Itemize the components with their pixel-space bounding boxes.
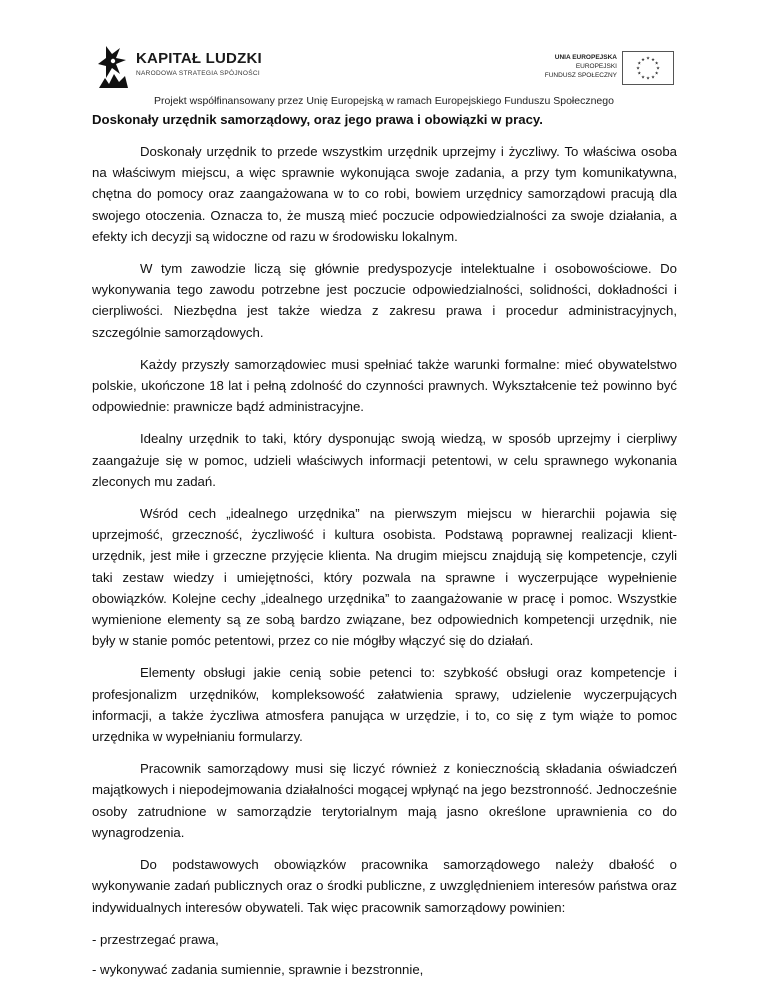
paragraph: Wśród cech „idealnego urzędnika” na pierwszym miejscu w hierarchii pojawia się uprzejmość, grzeczność, życzliwość i kultura osobista. Podstawą poprawnej realizacji klient-urzędnik, jest miłe i grzeczne przyjęcie klienta. Na drugim miejscu znajdują się kompetencje, czyli taki zestaw wiedzy i umiejętności, który pozwala na sprawne i wyczerpujące wypełnienie obowiązków. Kolejne cechy „idealnego urzędnika” to zaangażowanie w pracę i pomoc. Wszystkie wymienione elementy są ze sobą bardzo związane, bez odpowiednich kompetencji urzędnik, nie były w stanie pomóc petentowi, przez co nie mógłby włączyć się do działań.: [92, 506, 677, 649]
eu-efs-logo: [544, 51, 674, 89]
eu-star-icon: ★: [645, 75, 651, 81]
kapital-ludzki-subtitle: NARODOWA STRATEGIA SPÓJNOŚCI: [136, 70, 260, 77]
eu-star-icon: ★: [645, 55, 651, 61]
paragraph: Idealny urzędnik to taki, który dysponując swoją wiedzą, w sposób uprzejmy i cierpliwy zaangażuje się w pomoc, udzieli właściwych informacji petentowi, w celu sprawnego wykonania zleconych mu zadań.: [92, 431, 677, 489]
kapital-ludzki-title: KAPITAŁ LUDZKI: [136, 50, 262, 67]
eu-star-icon: ★: [640, 74, 646, 80]
list-item: - wykonywać zadania sumiennie, sprawnie i bezstronnie,: [92, 961, 424, 977]
project-cofinancing-line: Projekt współfinansowany przez Unię Europejską w ramach Europejskiego Funduszu Społecznego: [154, 95, 614, 107]
eu-flag-icon: [622, 51, 674, 85]
paragraph: Doskonały urzędnik to przede wszystkim urzędnik uprzejmy i życzliwy. To właściwa osoba na właściwym miejscu, a więc sprawnie wykonująca swoje zadania, a przy tym komunikatywna, chętna do pomocy oraz zaangażowana w to co robi, bowiem urzędnicy samorządowi pracują dla swojego otoczenia. Oznacza to, że muszą mieć poczucie odpowiedzialności za swoje działania, a efekty ich decyzji są widoczne od razu w środowisku lokalnym.: [92, 144, 677, 244]
eu-star-icon: ★: [635, 65, 641, 71]
eu-line-union: UNIA EUROPEJSKA: [554, 54, 617, 61]
eu-line-european: EUROPEJSKI: [575, 63, 617, 70]
eu-text-block: [545, 53, 617, 80]
kapital-ludzki-emblem-icon: [96, 44, 130, 90]
document-title: Doskonały urzędnik samorządowy, oraz jego prawa i obowiązki w pracy.: [92, 112, 543, 127]
page-header: [0, 0, 768, 110]
paragraph: W tym zawodzie liczą się głównie predyspozycje intelektualne i osobowościowe. Do wykonywania tego zawodu potrzebne jest poczucie odpowiedzialności, solidności, dokładności i cierpliwości. Niezbędna jest także wiedza z zakresu prawa i procedur administracyjnych, szczególnie samorządowych.: [92, 261, 677, 340]
paragraph: Elementy obsługi jakie cenią sobie petenci to: szybkość obsługi oraz kompetencje i profesjonalizm urzędników, kompleksowość załatwienia sprawy, udzielenie wyczerpujących informacji, a także życzliwa atmosfera panująca w urzędzie, i to, co się z tym wiąże to pomoc urzędnika w wypełnianiu formularzy.: [92, 665, 677, 745]
kapital-ludzki-logo: [96, 44, 276, 90]
paragraph: Pracownik samorządowy musi się liczyć również z koniecznością składania oświadczeń majątkowych i niepodejmowania działalności mogącej wpłynąć na jego bezstronność. Jednocześnie osoby zatrudnione w samorządzie terytorialnym mają jasno określone uprawnienia co do wynagrodzenia.: [92, 761, 677, 840]
eu-star-icon: ★: [650, 56, 656, 62]
eu-star-icon: ★: [654, 60, 659, 66]
eu-star-icon: ★: [640, 56, 646, 62]
paragraph: Do podstawowych obowiązków pracownika samorządowego należy dbałość o wykonywanie zadań publicznych oraz o środki publiczne, z uwzględnieniem interesów państwa oraz indywidualnych interesów obywateli. Tak więc pracownik samorządowy powinien:: [92, 857, 677, 915]
eu-star-icon: ★: [650, 74, 656, 80]
eu-star-icon: ★: [654, 70, 659, 76]
eu-star-icon: ★: [655, 65, 661, 71]
eu-star-icon: ★: [637, 60, 642, 66]
document-body: [92, 111, 677, 989]
eu-line-fund: FUNDUSZ SPOŁECZNY: [544, 72, 617, 79]
list-item: - przestrzegać prawa,: [92, 931, 219, 947]
eu-star-icon: ★: [637, 70, 642, 76]
paragraph: Każdy przyszły samorządowiec musi spełniać także warunki formalne: mieć obywatelstwo polskie, ukończone 18 lat i pełną zdolność do czynności prawnych. Wykształcenie też powinno być odpowiednie: prawnicze bądź administracyjne.: [92, 356, 677, 415]
